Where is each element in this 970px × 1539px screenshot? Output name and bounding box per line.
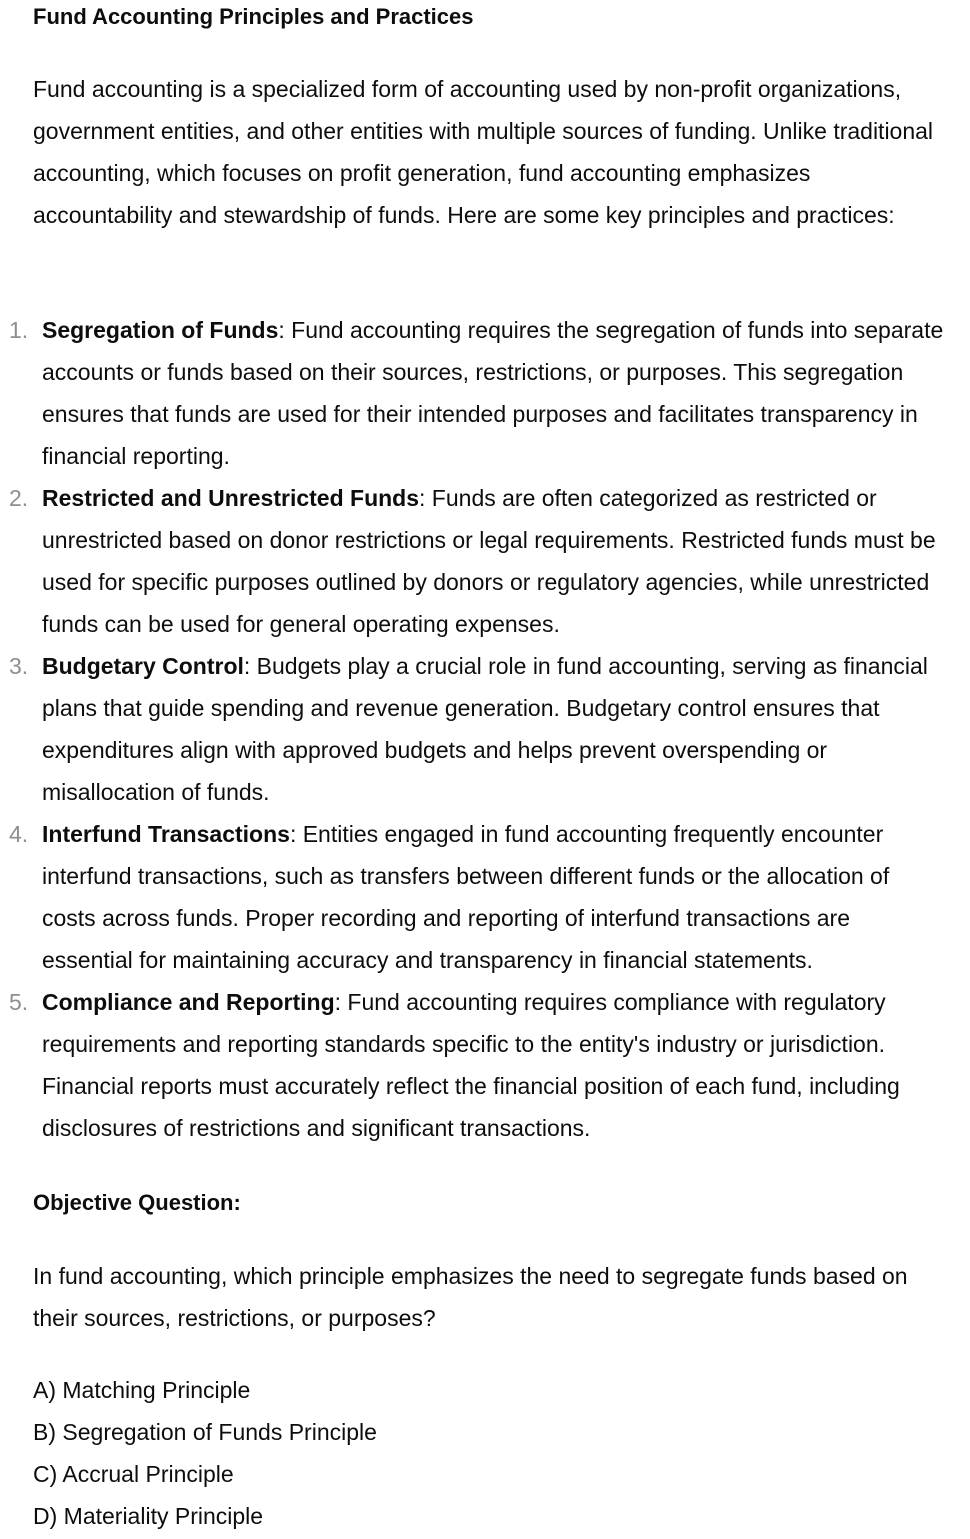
answer-options <box>33 1369 377 1537</box>
answer-option-c: C) Accrual Principle <box>33 1461 234 1487</box>
principle-term: Segregation of Funds <box>42 317 279 343</box>
answer-option-a: A) Matching Principle <box>33 1377 251 1403</box>
principle-term: Interfund Transactions <box>42 821 290 847</box>
principle-term: Budgetary Control <box>42 653 244 679</box>
list-number: 1. <box>9 317 29 343</box>
principle-term: Restricted and Unrestricted Funds <box>42 485 420 511</box>
list-number: 4. <box>9 821 29 847</box>
list-item <box>0 813 947 981</box>
question-text: In fund accounting, which principle emphasizes the need to segregate funds based on their sources, restrictions, or purposes? <box>33 1263 908 1331</box>
document-title: Fund Accounting Principles and Practices <box>33 4 474 29</box>
list-number: 3. <box>9 653 29 679</box>
answer-option-b: B) Segregation of Funds Principle <box>33 1419 377 1445</box>
answer-option-d: D) Materiality Principle <box>33 1503 264 1529</box>
principle-text: : Fund accounting requires the segregation of funds into separate accounts or funds based on their sources, restrictions, or purposes. This segregation ensures that funds are used for their intended purposes and facilitates transparency in financial reporting. <box>42 317 944 469</box>
list-item <box>0 645 947 813</box>
principle-text: : Budgets play a crucial role in fund accounting, serving as financial plans that guide spending and revenue generation. Budgetary control ensures that expenditures align with approved budgets and helps prevent overspending or misallocation of funds. <box>42 653 928 805</box>
principles-list <box>0 309 970 1149</box>
principle-text: : Entities engaged in fund accounting frequently encounter interfund transactions, such as transfers between different funds or the allocation of costs across funds. Proper recording and reporting of interfund transactions are essential for maintaining accuracy and transparency in financial statements. <box>42 821 890 973</box>
intro-paragraph: Fund accounting is a specialized form of accounting used by non-profit organizations, government entities, and other entities with multiple sources of funding. Unlike traditional accounting, which focuses on profit generation, fund accounting emphasizes accountability and stewardship of funds. Here are some key principles and practices: <box>33 76 934 228</box>
principle-term: Compliance and Reporting <box>42 989 335 1015</box>
principle-text: : Fund accounting requires compliance with regulatory requirements and reporting standards specific to the entity's industry or jurisdiction. Financial reports must accurately reflect the financial position of each fund, including disclosures of restrictions and significant transactions. <box>42 989 900 1141</box>
list-number: 2. <box>9 485 29 511</box>
principle-text: : Funds are often categorized as restricted or unrestricted based on donor restrictions or legal requirements. Restricted funds must be used for specific purposes outlined by donors or regulatory agencies, while unrestricted funds can be used for general operating expenses. <box>42 485 936 637</box>
list-item <box>0 981 947 1149</box>
list-item <box>0 309 947 477</box>
objective-question-heading: Objective Question: <box>33 1190 241 1215</box>
list-number: 5. <box>9 989 29 1015</box>
list-item <box>0 477 947 645</box>
